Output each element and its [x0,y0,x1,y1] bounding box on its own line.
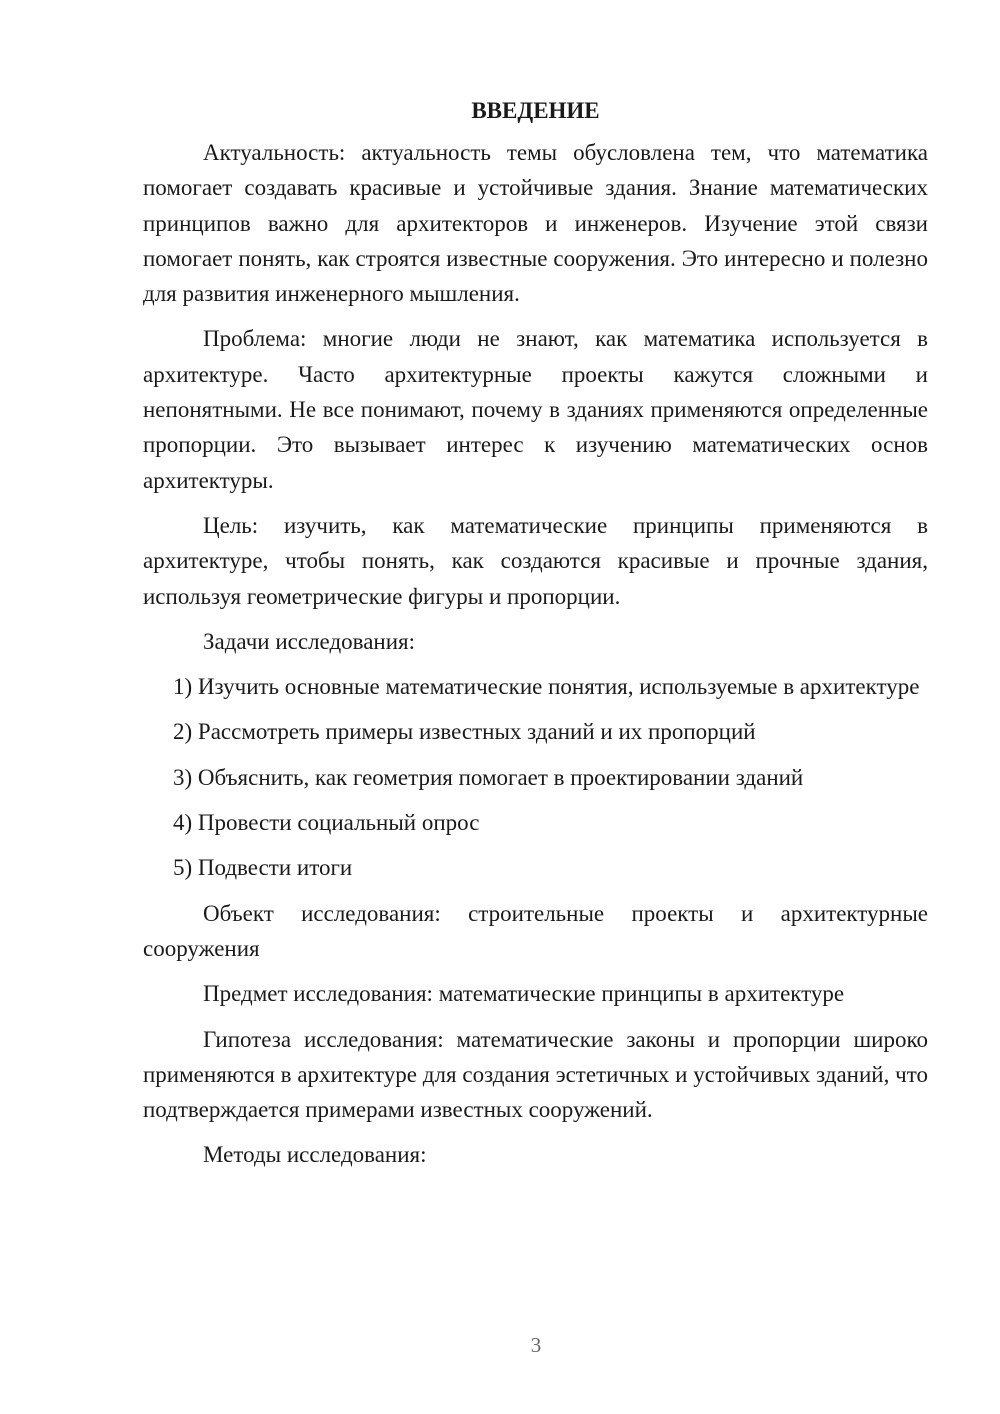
relevance-paragraph: Актуальность: актуальность темы обусловлена тем, что математика помогает создавать красивые и устойчивые здания. Знание математических принципов важно для архитекторов и инженеров. Изучение этой связи помогает понять, как строятся известные сооружения. Это интересно и полезно для развития инженерного мышления. [143,140,928,307]
subject-paragraph: Предмет исследования: математические принципы в архитектуре [203,981,845,1007]
problem-paragraph: Проблема: многие люди не знают, как математика используется в архитектуре. Часто архитектурные проекты кажутся сложными и непонятными. Не все понимают, почему в зданиях применяются определенные пропорции. Это вызывает интерес к изучению математических основ архитектуры. [143,326,928,493]
task-item-3: 3) Объяснить, как геометрия помогает в проектировании зданий [173,764,804,790]
hypothesis-paragraph: Гипотеза исследования: математические законы и пропорции широко применяются в архитектуре для создания эстетичных и устойчивых зданий, что подтверждается примерами известных сооружений. [143,1026,928,1123]
goal-paragraph: Цель: изучить, как математические принципы применяются в архитектуре, чтобы понять, как создаются красивые и прочные здания, используя геометрические фигуры и пропорции. [143,512,928,609]
document-page [143,93,928,1183]
tasks-heading: Задачи исследования: [203,628,416,654]
task-item-2: 2) Рассмотреть примеры известных зданий и их пропорций [173,719,756,745]
task-item-4: 4) Провести социальный опрос [173,810,480,836]
object-paragraph: Объект исследования: строительные проекты и архитектурные сооружения [143,900,928,961]
task-item-1: 1) Изучить основные математические понятия, используемые в архитектуре [173,674,920,700]
task-item-5: 5) Подвести итоги [173,855,353,881]
methods-heading: Методы исследования: [203,1142,427,1168]
page-number: 3 [530,1333,542,1357]
page-title: ВВЕДЕНИЕ [471,98,600,123]
